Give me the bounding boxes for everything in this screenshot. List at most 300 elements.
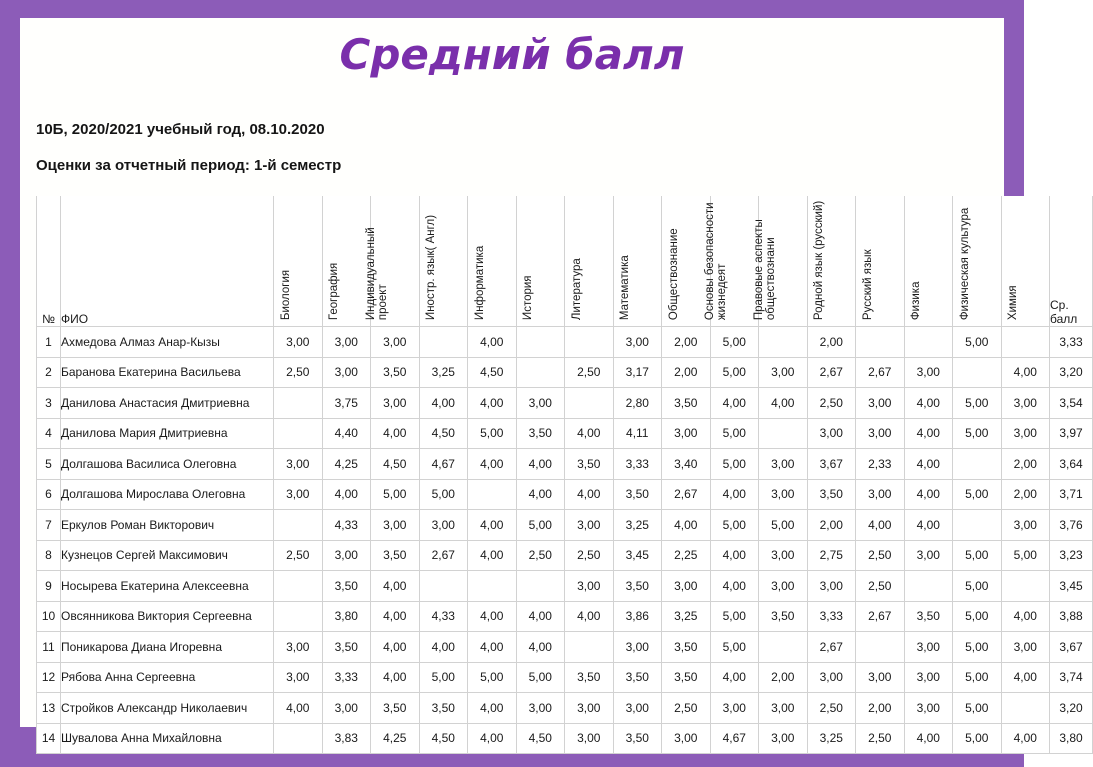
average-grade-cell: 3,20	[1050, 357, 1093, 388]
grade-cell: 3,50	[613, 662, 662, 693]
grade-cell: 3,00	[759, 571, 808, 602]
vertical-header-wrap	[565, 196, 613, 326]
grade-cell: 3,00	[662, 723, 711, 754]
grade-cell	[856, 327, 905, 358]
grade-cell: 4,00	[759, 388, 808, 419]
grade-cell: 3,50	[613, 571, 662, 602]
grade-cell: 4,00	[468, 449, 517, 480]
grade-cell: 3,00	[807, 662, 856, 693]
vertical-header-wrap	[614, 196, 662, 326]
grade-cell: 4,33	[322, 510, 371, 541]
vertical-header-wrap	[274, 196, 322, 326]
grade-cell: 3,50	[613, 479, 662, 510]
grade-cell: 3,00	[322, 693, 371, 724]
grade-cell	[274, 510, 323, 541]
grade-cell: 3,00	[613, 632, 662, 663]
vertical-header-wrap	[364, 196, 419, 326]
grade-cell: 2,67	[856, 601, 905, 632]
grade-cell: 3,00	[856, 662, 905, 693]
grade-cell: 3,50	[516, 418, 565, 449]
row-number: 4	[37, 418, 61, 449]
grade-cell: 2,00	[807, 510, 856, 541]
grade-cell: 4,00	[371, 601, 420, 632]
vertical-header-wrap	[517, 196, 565, 326]
grade-cell: 3,00	[759, 693, 808, 724]
grade-cell: 2,00	[1001, 449, 1050, 480]
vertical-header-wrap	[420, 196, 468, 326]
vertical-header-wrap	[752, 196, 807, 326]
table-row	[37, 479, 1093, 510]
vertical-header-wrap	[953, 196, 1001, 326]
grade-cell: 4,00	[468, 327, 517, 358]
grade-cell: 4,67	[710, 723, 759, 754]
grade-cell: 2,50	[565, 540, 614, 571]
grade-cell	[468, 571, 517, 602]
grade-cell: 2,00	[662, 327, 711, 358]
table-row	[37, 388, 1093, 419]
grade-cell: 5,00	[953, 601, 1002, 632]
grade-cell: 3,33	[322, 662, 371, 693]
student-name: Долгашова Мирослава Олеговна	[61, 479, 274, 510]
grade-cell: 5,00	[710, 601, 759, 632]
student-name: Рябова Анна Сергеевна	[61, 662, 274, 693]
grade-cell: 3,50	[322, 571, 371, 602]
grade-cell: 3,00	[856, 388, 905, 419]
grade-cell: 3,00	[565, 723, 614, 754]
grade-cell: 4,00	[419, 388, 468, 419]
grade-cell: 3,33	[613, 449, 662, 480]
grade-cell: 5,00	[953, 540, 1002, 571]
column-header-subject-label: Правовые аспекты обществознани	[752, 219, 777, 320]
grade-cell: 3,00	[759, 479, 808, 510]
row-number: 14	[37, 723, 61, 754]
grade-cell: 3,50	[662, 632, 711, 663]
grade-cell: 4,67	[419, 449, 468, 480]
grade-cell: 4,00	[516, 449, 565, 480]
page-title: Средний балл	[339, 30, 685, 79]
column-header-average: Ср. балл	[1050, 196, 1093, 327]
vertical-header-wrap	[662, 196, 710, 326]
table-row	[37, 601, 1093, 632]
grade-cell: 4,00	[904, 723, 953, 754]
grade-cell: 3,00	[710, 693, 759, 724]
average-grade-cell: 3,64	[1050, 449, 1093, 480]
grade-cell: 3,25	[662, 601, 711, 632]
student-name: Шувалова Анна Михайловна	[61, 723, 274, 754]
average-grade-cell: 3,45	[1050, 571, 1093, 602]
grade-cell: 3,80	[322, 601, 371, 632]
table-row	[37, 693, 1093, 724]
grade-cell: 3,33	[807, 601, 856, 632]
grade-cell: 3,67	[807, 449, 856, 480]
column-header-subject	[274, 196, 323, 327]
grade-cell	[1001, 327, 1050, 358]
grade-cell: 3,00	[1001, 418, 1050, 449]
grade-cell: 2,00	[856, 693, 905, 724]
grade-cell: 5,00	[710, 510, 759, 541]
grade-cell: 3,00	[322, 540, 371, 571]
column-header-subject-label: Родной язык (русский)	[813, 200, 826, 320]
grade-cell: 4,00	[710, 388, 759, 419]
vertical-header-wrap	[323, 196, 371, 326]
grade-cell: 5,00	[953, 693, 1002, 724]
grade-cell: 3,25	[613, 510, 662, 541]
grade-cell: 3,50	[662, 388, 711, 419]
grade-cell: 4,00	[468, 632, 517, 663]
grade-cell: 3,00	[322, 327, 371, 358]
grade-cell: 3,00	[904, 632, 953, 663]
grade-cell	[274, 601, 323, 632]
grade-cell: 3,75	[322, 388, 371, 419]
column-header-subject	[516, 196, 565, 327]
grade-cell: 3,00	[371, 327, 420, 358]
column-header-number: №	[37, 196, 61, 327]
grade-cell: 3,00	[274, 327, 323, 358]
grade-cell: 3,00	[274, 662, 323, 693]
grade-cell: 3,25	[807, 723, 856, 754]
column-header-subject	[752, 196, 808, 327]
table-row	[37, 540, 1093, 571]
grade-cell: 3,00	[371, 388, 420, 419]
grade-cell: 4,00	[710, 571, 759, 602]
grade-cell: 2,50	[807, 388, 856, 419]
grade-cell: 3,00	[759, 723, 808, 754]
grade-cell: 4,00	[371, 662, 420, 693]
grade-cell: 3,00	[419, 510, 468, 541]
grade-cell	[759, 632, 808, 663]
grade-cell	[565, 632, 614, 663]
grade-cell: 2,75	[807, 540, 856, 571]
grade-cell: 5,00	[759, 510, 808, 541]
average-grade-cell: 3,67	[1050, 632, 1093, 663]
student-name: Носырева Екатерина Алексеевна	[61, 571, 274, 602]
row-number: 1	[37, 327, 61, 358]
grade-cell: 3,00	[856, 479, 905, 510]
grade-cell: 4,00	[1001, 723, 1050, 754]
column-header-subject-label: Информатика	[473, 245, 486, 320]
column-header-name: ФИО	[61, 196, 274, 327]
row-number: 3	[37, 388, 61, 419]
column-header-subject	[856, 196, 905, 327]
grade-cell: 5,00	[516, 662, 565, 693]
grade-cell: 2,00	[759, 662, 808, 693]
grade-cell: 2,00	[662, 357, 711, 388]
grade-cell: 3,50	[371, 693, 420, 724]
student-name: Овсянникова Виктория Сергеевна	[61, 601, 274, 632]
grade-cell: 5,00	[953, 479, 1002, 510]
row-number: 5	[37, 449, 61, 480]
grade-cell: 2,00	[807, 327, 856, 358]
grade-cell: 4,00	[856, 510, 905, 541]
grade-cell: 2,80	[613, 388, 662, 419]
grade-cell: 3,00	[759, 540, 808, 571]
row-number: 9	[37, 571, 61, 602]
grade-cell: 4,00	[710, 662, 759, 693]
grade-cell	[516, 327, 565, 358]
row-number: 13	[37, 693, 61, 724]
grade-cell: 5,00	[953, 327, 1002, 358]
column-header-subject	[613, 196, 662, 327]
average-grade-cell: 3,54	[1050, 388, 1093, 419]
grade-cell: 3,00	[904, 662, 953, 693]
grade-cell: 3,00	[856, 418, 905, 449]
grade-cell	[856, 632, 905, 663]
grade-cell	[419, 571, 468, 602]
grade-cell: 4,00	[516, 601, 565, 632]
student-name: Ахмедова Алмаз Анар-Кызы	[61, 327, 274, 358]
grade-cell: 3,40	[662, 449, 711, 480]
student-name: Поникарова Диана Игоревна	[61, 632, 274, 663]
grade-cell: 4,50	[468, 357, 517, 388]
student-name: Кузнецов Сергей Максимович	[61, 540, 274, 571]
grade-cell: 4,00	[710, 479, 759, 510]
grade-cell: 4,00	[322, 479, 371, 510]
row-number: 12	[37, 662, 61, 693]
grade-cell: 5,00	[710, 357, 759, 388]
grade-cell: 2,67	[807, 632, 856, 663]
column-header-subject-label: История	[522, 275, 535, 320]
grade-cell	[1001, 693, 1050, 724]
student-name: Данилова Анастасия Дмитриевна	[61, 388, 274, 419]
grade-cell: 3,00	[322, 357, 371, 388]
grade-cell: 4,00	[904, 510, 953, 541]
grade-cell: 5,00	[953, 388, 1002, 419]
grade-cell: 2,50	[807, 693, 856, 724]
vertical-header-wrap	[808, 196, 856, 326]
column-header-subject-label: Литература	[570, 258, 583, 320]
grade-cell: 3,00	[759, 357, 808, 388]
grade-cell	[953, 357, 1002, 388]
grade-cell: 4,00	[468, 601, 517, 632]
average-grade-cell: 3,23	[1050, 540, 1093, 571]
grade-cell	[759, 418, 808, 449]
grade-cell	[516, 571, 565, 602]
grade-cell: 4,25	[371, 723, 420, 754]
average-grade-cell: 3,80	[1050, 723, 1093, 754]
grade-cell	[274, 418, 323, 449]
table-row	[37, 662, 1093, 693]
grade-cell: 2,50	[856, 723, 905, 754]
grade-cell: 3,00	[274, 449, 323, 480]
grade-cell: 3,00	[274, 632, 323, 663]
grade-cell: 3,00	[274, 479, 323, 510]
vertical-header-wrap	[905, 196, 953, 326]
row-number: 8	[37, 540, 61, 571]
grades-table-body	[37, 327, 1093, 754]
grade-cell	[904, 327, 953, 358]
grade-cell: 3,00	[1001, 632, 1050, 663]
grade-cell: 4,40	[322, 418, 371, 449]
table-row	[37, 418, 1093, 449]
grade-cell: 4,11	[613, 418, 662, 449]
grade-cell: 3,00	[371, 510, 420, 541]
grade-cell: 5,00	[468, 662, 517, 693]
grade-cell: 4,00	[565, 418, 614, 449]
column-header-subject	[807, 196, 856, 327]
grade-cell: 2,50	[662, 693, 711, 724]
table-row	[37, 510, 1093, 541]
student-name: Стройков Александр Николаевич	[61, 693, 274, 724]
grade-cell: 5,00	[1001, 540, 1050, 571]
grade-cell: 4,00	[468, 510, 517, 541]
grade-cell: 4,00	[565, 479, 614, 510]
grade-cell: 4,50	[371, 449, 420, 480]
column-header-subject	[662, 196, 711, 327]
grade-cell: 4,00	[468, 693, 517, 724]
column-header-subject-label: Физическая культура	[958, 207, 971, 320]
grade-cell: 5,00	[516, 510, 565, 541]
grade-cell	[468, 479, 517, 510]
grade-cell: 3,86	[613, 601, 662, 632]
grade-cell: 3,00	[565, 510, 614, 541]
grade-cell	[274, 723, 323, 754]
grade-cell: 3,00	[662, 571, 711, 602]
column-header-subject	[419, 196, 468, 327]
column-header-subject-label: Химия	[1007, 285, 1020, 320]
column-header-subject-label: Основы безопасности жизнедеят	[704, 202, 729, 320]
grade-cell: 4,00	[516, 479, 565, 510]
grade-cell: 4,00	[274, 693, 323, 724]
grade-cell: 4,00	[904, 388, 953, 419]
grade-cell: 3,00	[516, 388, 565, 419]
grade-cell: 3,50	[371, 357, 420, 388]
student-name: Данилова Мария Дмитриевна	[61, 418, 274, 449]
grade-cell	[565, 388, 614, 419]
average-grade-cell: 3,33	[1050, 327, 1093, 358]
grade-cell: 5,00	[419, 479, 468, 510]
row-number: 11	[37, 632, 61, 663]
grade-cell: 3,25	[419, 357, 468, 388]
grade-cell: 4,00	[565, 601, 614, 632]
grade-cell: 4,50	[419, 418, 468, 449]
grade-cell: 3,00	[807, 571, 856, 602]
grade-cell: 5,00	[710, 327, 759, 358]
average-grade-cell: 3,88	[1050, 601, 1093, 632]
vertical-header-wrap	[1002, 196, 1050, 326]
grade-cell: 5,00	[710, 449, 759, 480]
grade-cell: 2,50	[856, 571, 905, 602]
grade-cell: 5,00	[953, 723, 1002, 754]
grade-cell: 2,50	[856, 540, 905, 571]
average-grade-cell: 3,20	[1050, 693, 1093, 724]
grade-cell: 3,50	[371, 540, 420, 571]
average-grade-cell: 3,71	[1050, 479, 1093, 510]
grade-cell: 3,00	[613, 693, 662, 724]
grade-cell: 3,00	[613, 327, 662, 358]
row-number: 6	[37, 479, 61, 510]
table-row	[37, 449, 1093, 480]
grade-cell: 4,00	[516, 632, 565, 663]
average-grade-cell: 3,74	[1050, 662, 1093, 693]
grade-cell: 4,00	[468, 723, 517, 754]
grade-cell	[904, 571, 953, 602]
grades-table	[36, 196, 1093, 754]
grade-cell: 3,50	[759, 601, 808, 632]
grade-cell: 3,50	[807, 479, 856, 510]
column-header-subject-label: Физика	[910, 281, 923, 320]
grade-cell: 3,00	[565, 571, 614, 602]
grade-cell: 4,50	[419, 723, 468, 754]
grade-cell: 4,00	[1001, 601, 1050, 632]
grade-cell: 2,67	[807, 357, 856, 388]
grade-cell: 2,67	[662, 479, 711, 510]
table-row	[37, 571, 1093, 602]
grade-cell: 5,00	[953, 571, 1002, 602]
grade-cell: 5,00	[419, 662, 468, 693]
grade-cell: 2,50	[516, 540, 565, 571]
grade-cell: 5,00	[953, 418, 1002, 449]
grade-cell: 4,00	[371, 571, 420, 602]
column-header-subject	[364, 196, 420, 327]
table-row	[37, 327, 1093, 358]
header-row	[37, 196, 1093, 327]
reporting-period-line: Оценки за отчетный период: 1-й семестр	[36, 157, 342, 174]
grade-cell: 4,00	[468, 540, 517, 571]
grade-cell	[953, 449, 1002, 480]
vertical-header-wrap	[856, 196, 904, 326]
grade-cell: 3,50	[904, 601, 953, 632]
student-name: Долгашова Василиса Олеговна	[61, 449, 274, 480]
grade-cell: 3,00	[565, 693, 614, 724]
grade-cell	[565, 327, 614, 358]
grade-cell: 4,00	[1001, 662, 1050, 693]
grade-cell	[953, 510, 1002, 541]
grade-cell: 5,00	[468, 418, 517, 449]
grade-cell: 3,00	[904, 540, 953, 571]
grade-cell: 3,17	[613, 357, 662, 388]
student-name: Еркулов Роман Викторович	[61, 510, 274, 541]
column-header-subject	[904, 196, 953, 327]
column-header-subject-label: Русский язык	[861, 249, 874, 320]
grade-cell: 3,00	[904, 357, 953, 388]
grade-cell: 2,33	[856, 449, 905, 480]
grade-cell: 3,50	[322, 632, 371, 663]
grade-cell	[516, 357, 565, 388]
grade-cell: 3,00	[662, 418, 711, 449]
grade-cell: 4,00	[904, 449, 953, 480]
grade-cell: 3,00	[1001, 388, 1050, 419]
column-header-subject-label: Обществознание	[667, 228, 680, 320]
column-header-subject	[322, 196, 371, 327]
grades-table-head	[37, 196, 1093, 327]
grade-cell: 5,00	[953, 632, 1002, 663]
grade-cell: 3,83	[322, 723, 371, 754]
column-header-subject	[1001, 196, 1050, 327]
column-header-subject-label: Иностр. язык( Англ)	[425, 214, 438, 320]
grades-table-container	[36, 196, 1083, 754]
grade-cell: 5,00	[710, 418, 759, 449]
column-header-subject	[704, 196, 759, 327]
class-year-date-line: 10Б, 2020/2021 учебный год, 08.10.2020	[36, 121, 325, 138]
grade-cell: 2,25	[662, 540, 711, 571]
grade-cell	[419, 327, 468, 358]
grade-cell: 4,00	[468, 388, 517, 419]
column-header-subject-label: Математика	[619, 255, 632, 320]
grade-cell: 4,33	[419, 601, 468, 632]
grade-cell: 3,50	[565, 662, 614, 693]
grade-cell: 3,00	[759, 449, 808, 480]
column-header-subject	[468, 196, 517, 327]
grade-cell: 3,00	[904, 693, 953, 724]
table-row	[37, 357, 1093, 388]
grade-cell: 2,00	[1001, 479, 1050, 510]
grade-cell: 2,50	[274, 540, 323, 571]
grade-cell	[759, 327, 808, 358]
grade-cell: 4,50	[516, 723, 565, 754]
grade-cell: 3,00	[1001, 510, 1050, 541]
column-header-subject-label: Индивидуальный проект	[364, 227, 389, 320]
row-number: 7	[37, 510, 61, 541]
